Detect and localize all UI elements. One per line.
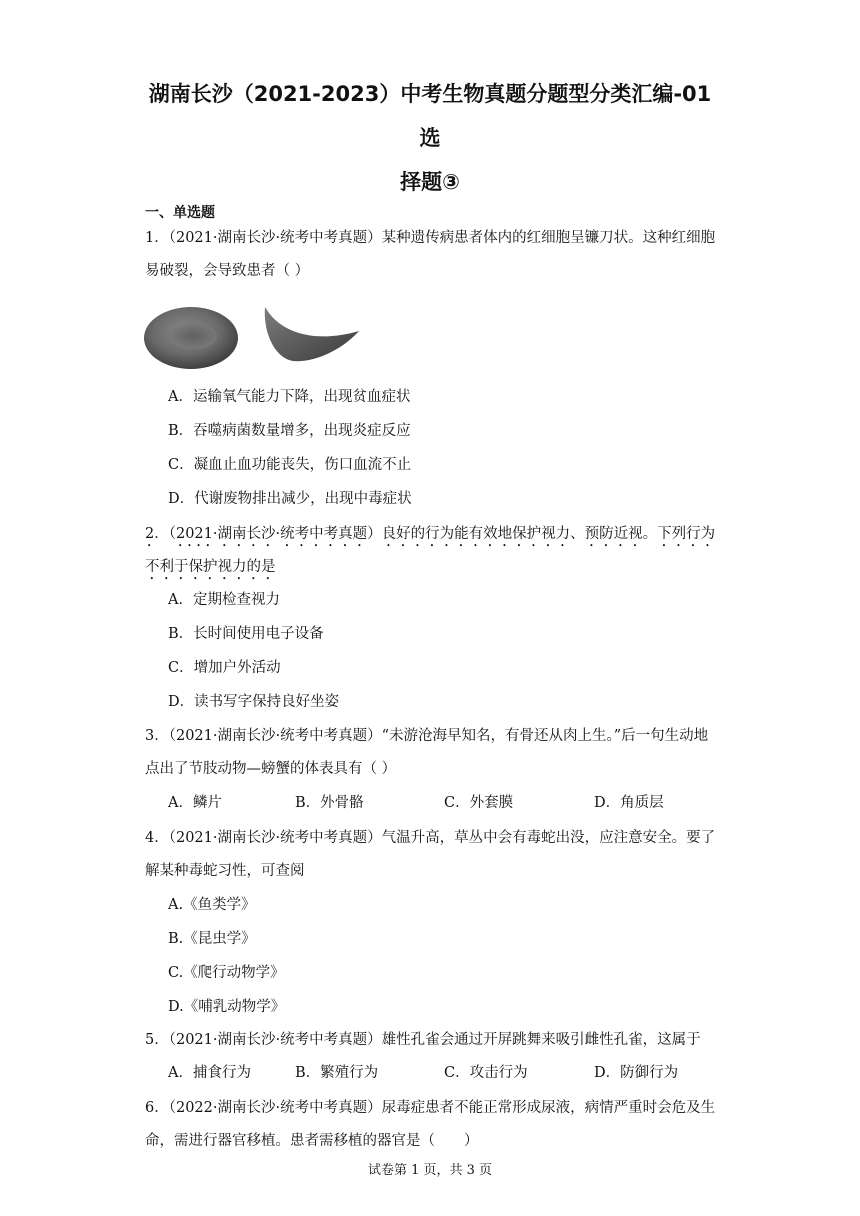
- question-3-option-b: B．外骨骼: [295, 795, 364, 811]
- question-1-figure: [143, 303, 363, 379]
- question-source: （2021·湖南长沙·统考中考真题）: [168, 728, 382, 744]
- question-1-option-b: B．吞噬病菌数量增多，出现炎症反应: [168, 423, 411, 439]
- question-1-option-c: C．凝血止血功能丧失，伤口血流不止: [168, 457, 412, 473]
- question-number: 5．: [145, 1032, 169, 1048]
- question-1-option-a: A．运输氧气能力下降，出现贫血症状: [168, 389, 411, 405]
- question-3-option-c: C．外套膜: [444, 795, 514, 811]
- question-4: [145, 822, 720, 888]
- question-3: [145, 720, 720, 786]
- section-heading: 一、单选题: [145, 205, 215, 221]
- question-4-option-c: C.《爬行动物学》: [168, 965, 285, 981]
- question-4-option-d: D.《哺乳动物学》: [168, 999, 286, 1015]
- question-5-option-a: A．捕食行为: [168, 1065, 251, 1081]
- question-5-option-b: B．繁殖行为: [295, 1065, 379, 1081]
- question-number: 3．: [145, 728, 169, 744]
- question-5: [145, 1024, 720, 1057]
- question-number: 1．: [145, 230, 169, 246]
- question-1: [145, 222, 720, 288]
- question-4-option-a: A.《鱼类学》: [168, 897, 256, 913]
- question-2-option-c: C．增加户外活动: [168, 660, 281, 676]
- question-number: 2．: [145, 526, 169, 542]
- page-title: [140, 72, 720, 204]
- question-6: [145, 1092, 720, 1158]
- title-line-2: 择题③: [400, 170, 460, 194]
- question-5-option-d: D．防御行为: [594, 1065, 679, 1081]
- red-blood-cell-normal-icon: [144, 307, 238, 369]
- question-text: 某种遗传病患者体内的红细胞呈镰刀状。这种红细胞易破裂，会导致患者（ ）: [145, 230, 716, 279]
- question-2-option-a: A．定期检查视力: [168, 592, 280, 608]
- question-2-option-b: B．长时间使用电子设备: [168, 626, 324, 642]
- question-text-end: 保护视力的是: [188, 559, 276, 575]
- question-text: “未游沧海早知名，有骨还从肉上生。”后一句生动地点出了节肢动物—螃蟹的体表具有（ ）: [145, 728, 709, 777]
- question-source: （2021·湖南长沙·统考中考真题）: [168, 1032, 382, 1048]
- question-text: 尿毒症患者不能正常形成尿液，病情严重时会危及生命，需进行器官移植。患者需移植的器官是（ ）: [145, 1100, 716, 1149]
- question-3-option-a: A．鳞片: [168, 795, 222, 811]
- sickle-cell-icon: [265, 307, 359, 361]
- page-footer: 试卷第 1 页，共 3 页: [367, 1163, 493, 1178]
- title-line-1: 湖南长沙（2021-2023）中考生物真题分题型分类汇编-01选: [148, 82, 712, 150]
- question-2: [145, 518, 720, 584]
- question-1-option-d: D．代谢废物排出减少，出现中毒症状: [168, 491, 412, 507]
- question-source: （2021·湖南长沙·统考中考真题）: [168, 526, 382, 542]
- question-4-option-b: B.《昆虫学》: [168, 931, 256, 947]
- question-source: （2021·湖南长沙·统考中考真题）: [168, 230, 382, 246]
- question-2-option-d: D．读书写字保持良好坐姿: [168, 694, 340, 710]
- question-text: 气温升高，草丛中会有毒蛇出没，应注意安全。要了解某种毒蛇习性，可查阅: [145, 830, 716, 879]
- question-number: 6．: [145, 1100, 169, 1116]
- question-source: （2022·湖南长沙·统考中考真题）: [168, 1100, 382, 1116]
- question-3-option-d: D．角质层: [594, 795, 664, 811]
- question-text: 良好的行为能有效地保护视力、预防近视。下列行为: [381, 526, 716, 542]
- emphasized-text: 不利于: [145, 559, 189, 575]
- question-source: （2021·湖南长沙·统考中考真题）: [168, 830, 382, 846]
- question-text: 雄性孔雀会通过开屏跳舞来吸引雌性孔雀，这属于: [381, 1032, 701, 1048]
- question-number: 4．: [145, 830, 169, 846]
- question-5-option-c: C．攻击行为: [444, 1065, 528, 1081]
